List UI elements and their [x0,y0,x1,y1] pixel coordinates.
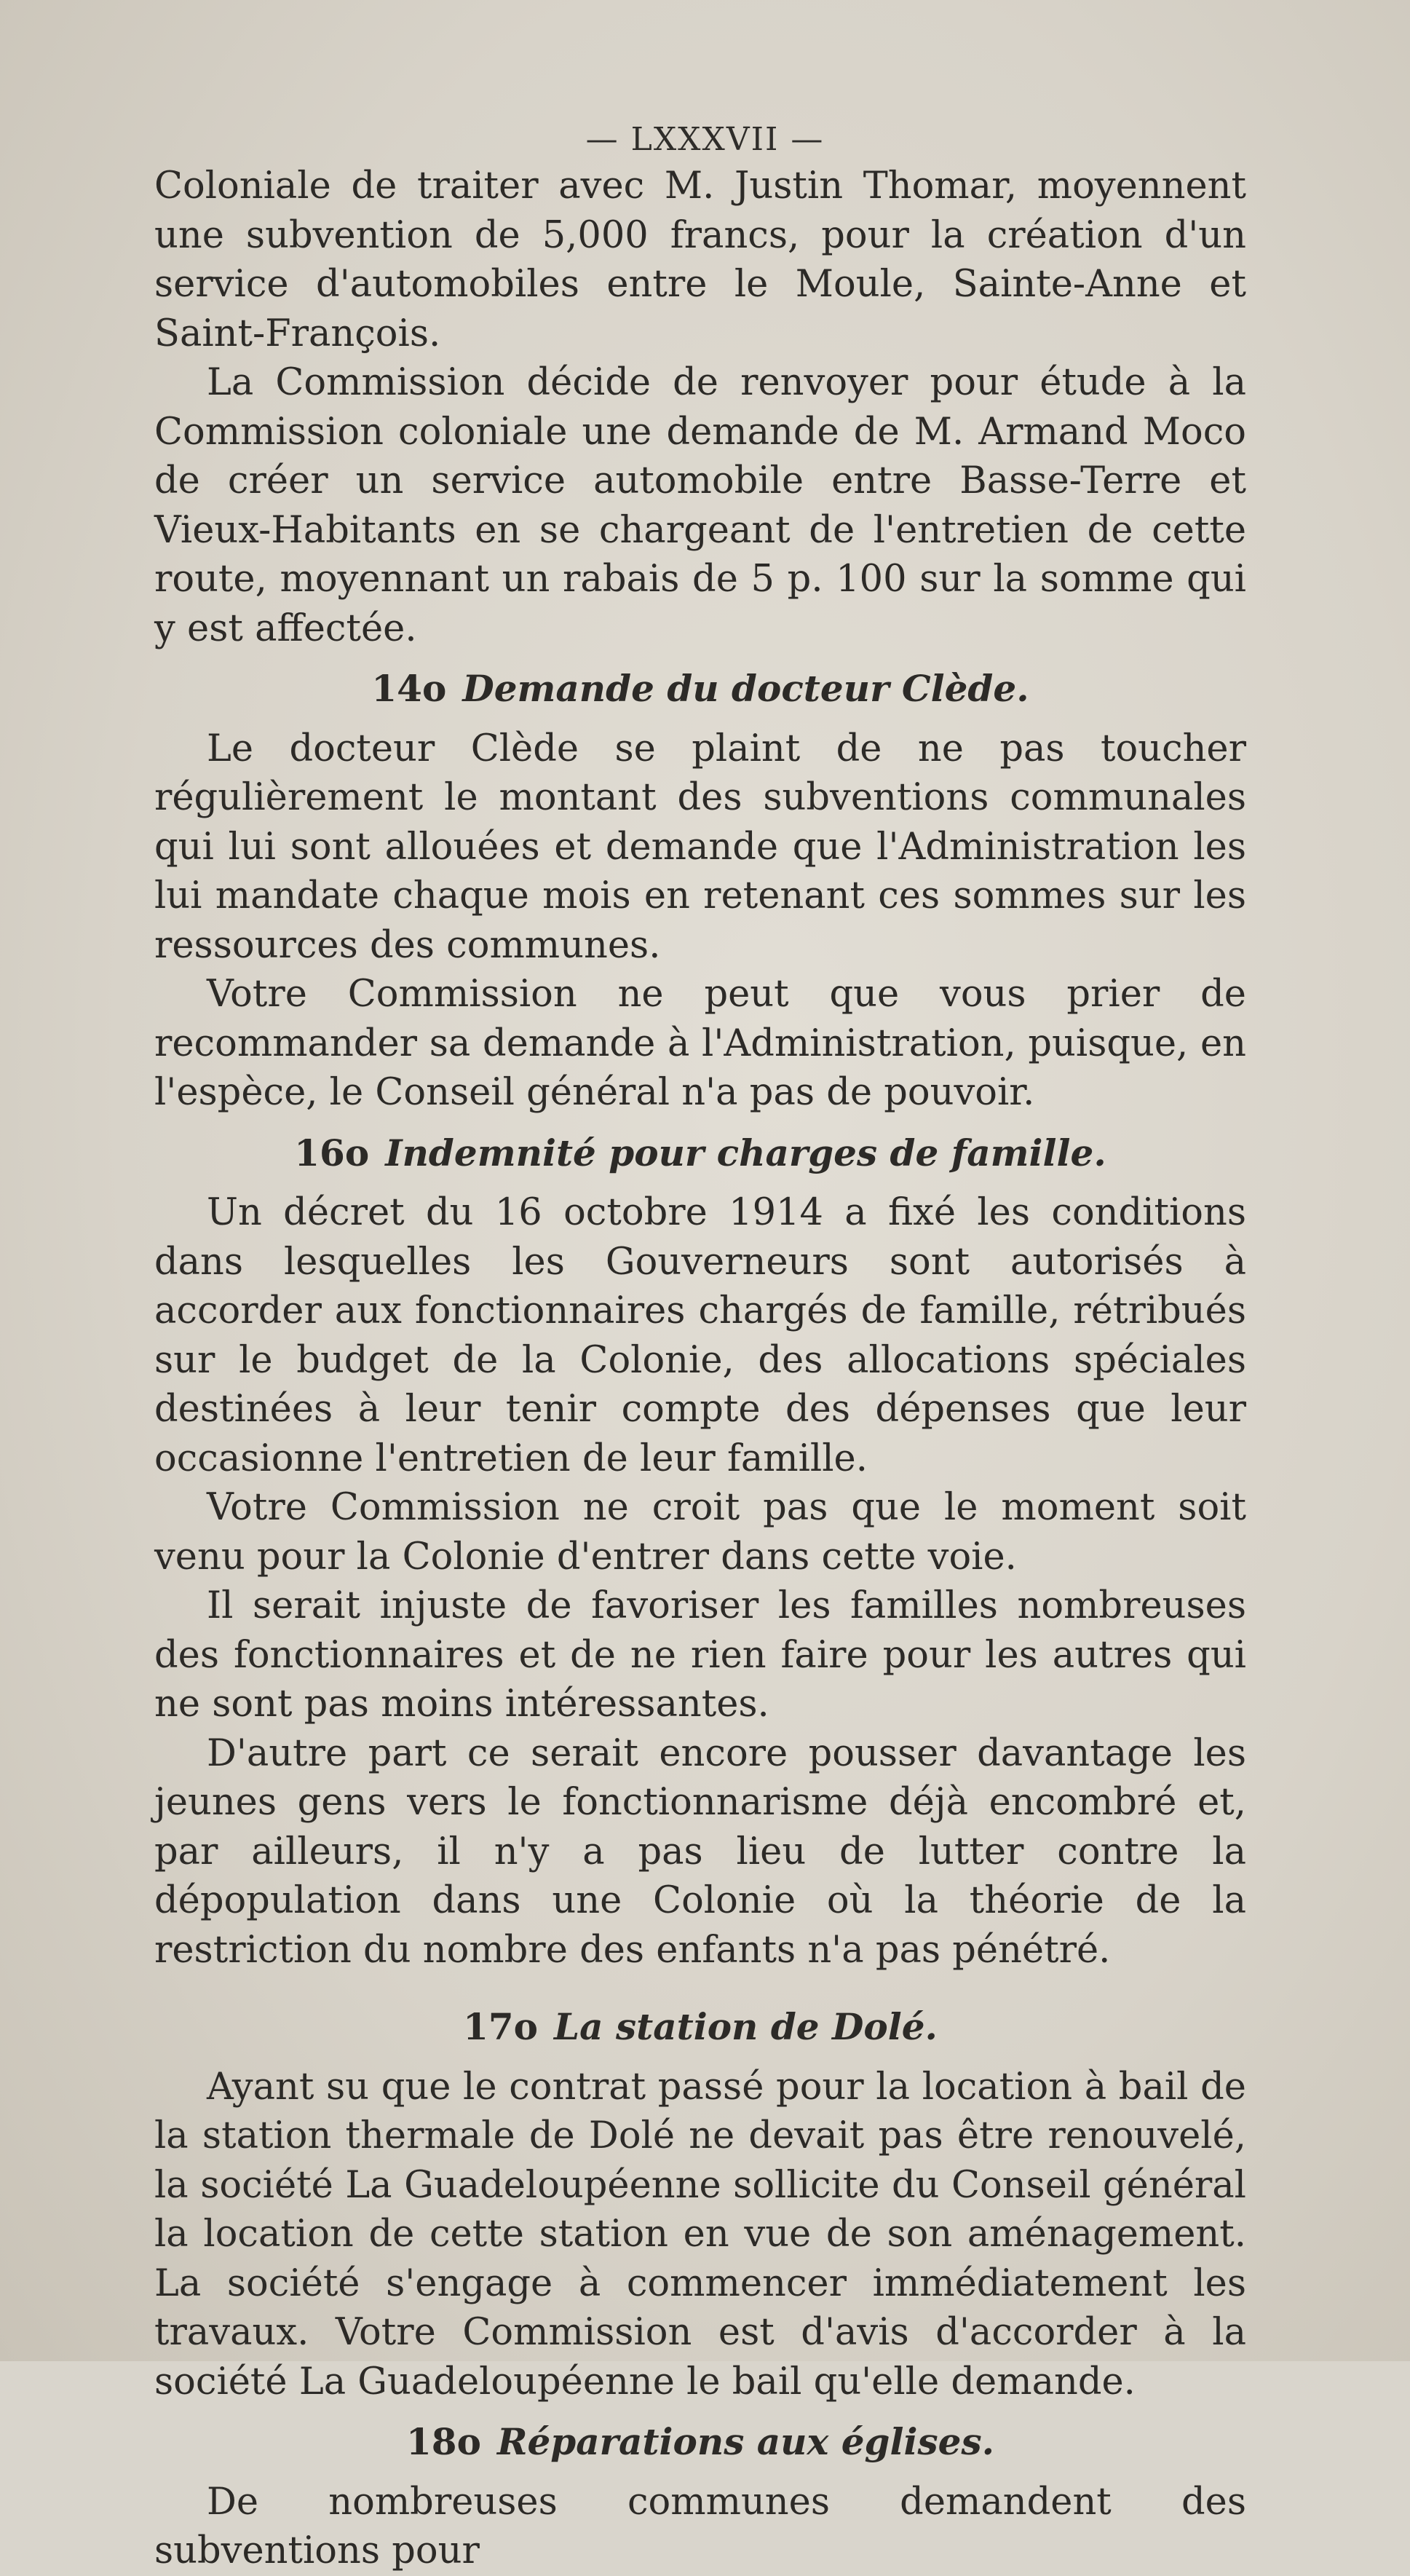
heading-section-18 [154,2417,1246,2467]
paragraph-decree-1914: Un décret du 16 octobre 1914 a fixé les conditions dans lesquelles les Gouverneurs sont autorisés à accorder aux fonctionnaires chargés de famille, rétribués sur le budget de la Colonie, des allocations spéciales destinées à leur tenir compte des dépenses que leur occasionne l'entretien de leur famille. [154,1191,1246,1480]
paragraph-automobile-service: Coloniale de traiter avec M. Justin Thomar, moyennent une subvention de 5,000 francs, pour la création d'un service d'automobiles entre le Moule, Sainte-Anne et Saint-François. [154,165,1246,355]
paragraph-commission-recommend: Votre Commission ne peut que vous prier de recommander sa demande à l'Administration, puisque, en l'espèce, le Conseil général n'a pas de pouvoir. [154,973,1246,1114]
body-text [154,162,1246,2576]
heading-section-18-number: 18o [406,2420,481,2463]
heading-section-16-number: 16o [294,1131,370,1174]
heading-section-17 [154,2002,1246,2052]
paragraph-unjust: Il serait injuste de favoriser les familles nombreuses des fonctionnaires et de ne rien faire pour les autres qui ne sont pas moins intéressantes. [154,1584,1246,1726]
heading-section-17-title: La station de Dolé. [554,2005,938,2048]
heading-section-14 [154,664,1246,714]
running-head-page-number: — LXXXVII — [585,121,825,158]
paragraph-clede-complaint: Le docteur Clède se plaint de ne pas toucher régulièrement le montant des subventions communales qui lui sont allouées et demande que l'Administration les lui mandate chaque mois en retenant ces sommes sur les ressources des communes. [154,727,1246,967]
heading-section-14-title: Demande du docteur Clède. [462,667,1029,710]
paragraph-moco-request: La Commission décide de renvoyer pour étude à la Commission coloniale une demande de M. Armand Moco de créer un service automobile entre Basse-Terre et Vieux-Habitants en se chargeant de l'entretien de cette route, moyennant un rabais de 5 p. 100 sur la somme qui y est affectée. [154,361,1246,650]
heading-section-17-number: 17o [463,2005,539,2048]
heading-section-18-title: Réparations aux églises. [496,2420,994,2463]
heading-section-16-title: Indemnité pour charges de famille. [385,1131,1106,1174]
paragraph-depopulation: D'autre part ce serait encore pousser davantage les jeunes gens vers le fonctionnarisme déjà encombré et, par ailleurs, il n'y a pas lieu de lutter contre la dépopulation dans une Colonie où la théorie de la restriction du nombre des enfants n'a pas pénétré. [154,1731,1246,1972]
paragraph-moment-not-come: Votre Commission ne croit pas que le moment soit venu pour la Colonie d'entrer dans cette voie. [154,1486,1246,1579]
heading-section-14-number: 14o [371,667,447,710]
paragraph-dole-station: Ayant su que le contrat passé pour la location à bail de la station thermale de Dolé ne devait pas être renouvelé, la société La Guadeloupéenne sollicite du Conseil général la location de cette station en vue de son aménagement. La société s'engage à commencer immédiatement les travaux. Votre Commission est d'avis d'accorder à la société La Guadeloupéenne le bail qu'elle demande. [154,2065,1246,2403]
heading-section-16 [154,1129,1246,1178]
paragraph-church-subsidies: De nombreuses communes demandent des subventions pour [154,2480,1246,2572]
